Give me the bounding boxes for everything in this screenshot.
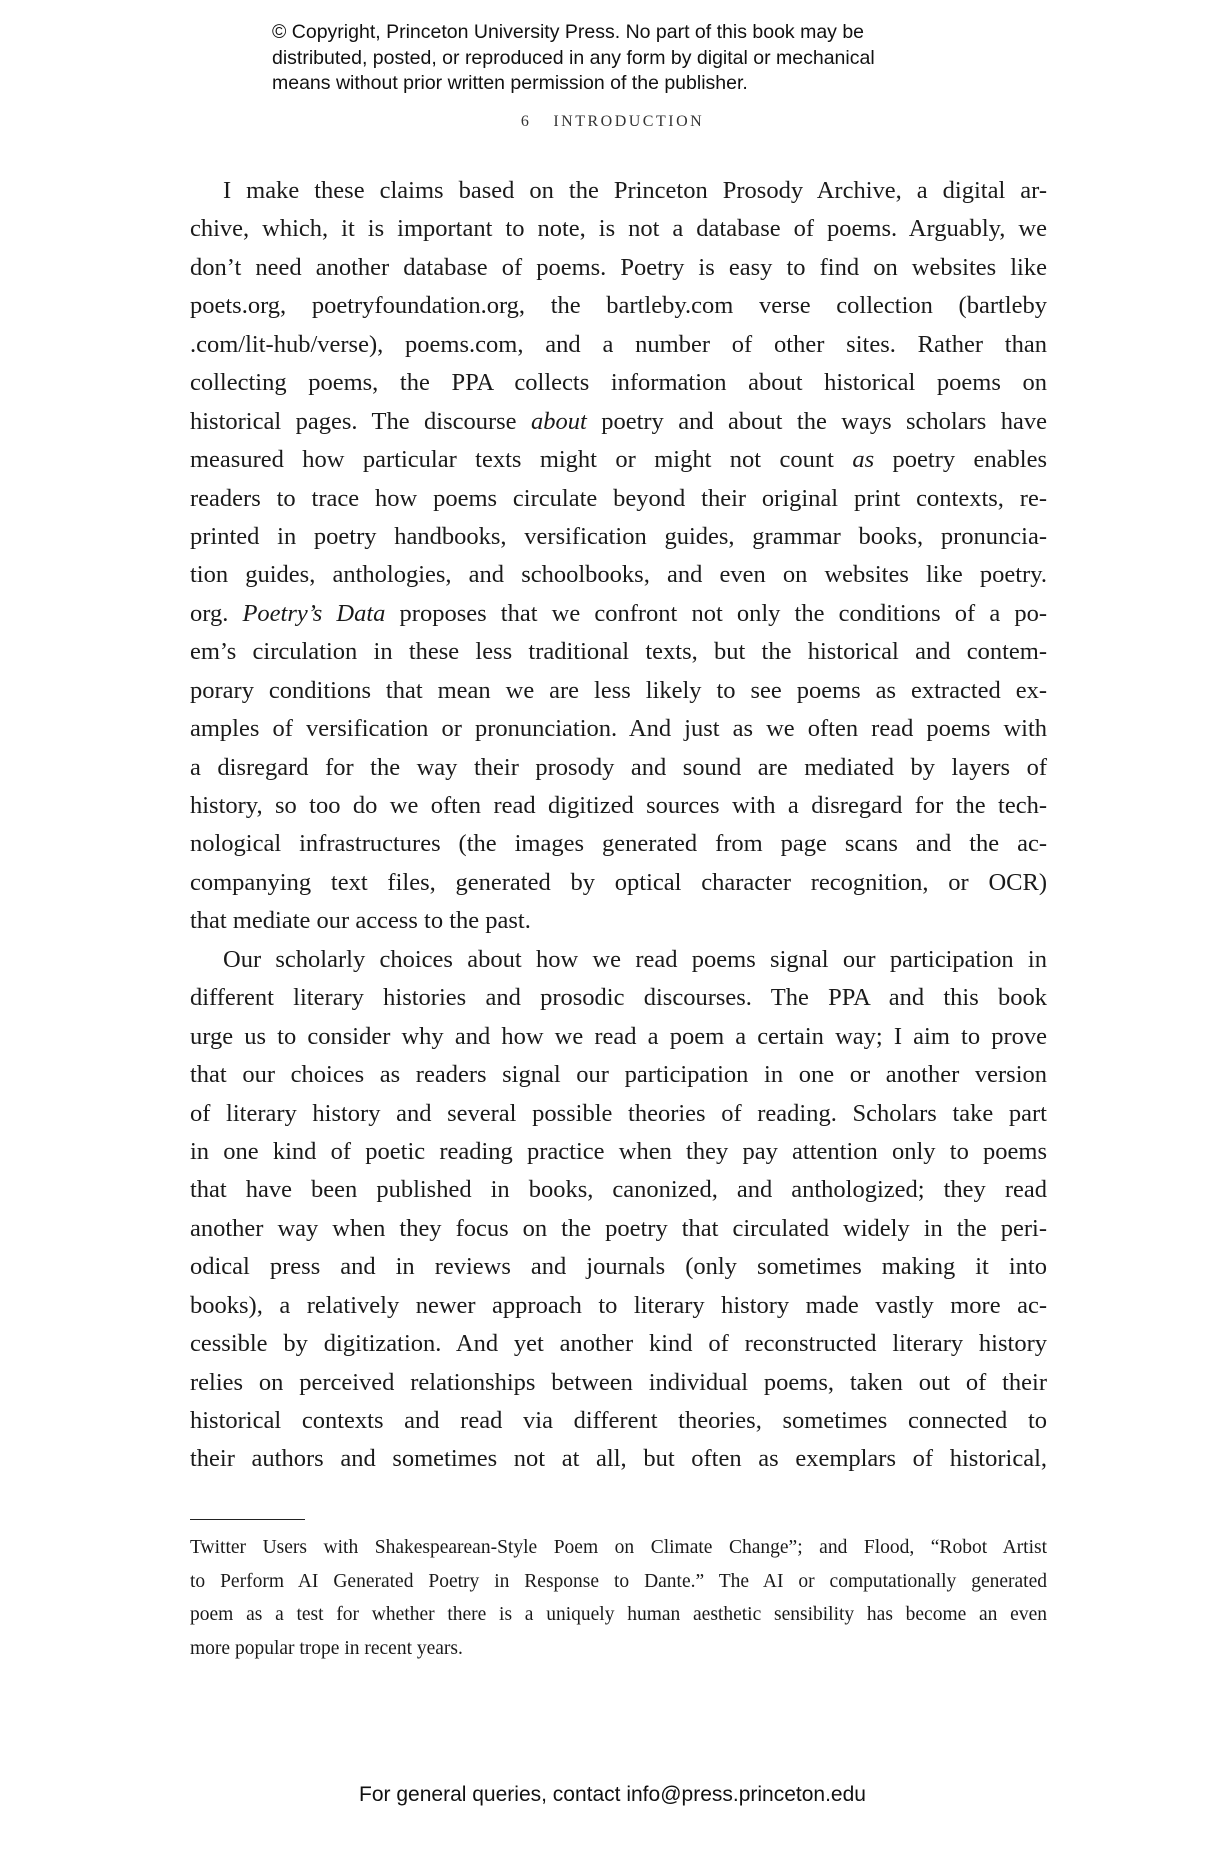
text-segment: different literary histories and prosodic discourses. The PPA and this book <box>190 984 1047 1012</box>
text-segment: nological infrastructures (the images generated from page scans and the ac- <box>190 830 1047 858</box>
text-segment: em’s circulation in these less traditional texts, but the historical and contem- <box>190 638 1047 666</box>
text-segment: org. <box>190 599 243 627</box>
text-segment: that mediate our access to the past. <box>190 907 531 935</box>
running-head <box>0 113 1225 131</box>
copyright-line: distributed, posted, or reproduced in any form by digital or mechanical <box>272 46 875 69</box>
text-segment: Our scholarly choices about how we read poems signal our participation in <box>223 945 1047 973</box>
text-segment: proposes that we confront not only the conditions of a po- <box>385 599 1047 627</box>
text-line <box>190 287 1047 325</box>
text-segment: books), a relatively newer approach to literary history made vastly more ac- <box>190 1291 1047 1319</box>
text-line <box>190 941 1047 979</box>
text-line <box>190 1095 1047 1133</box>
text-segment: cessible by digitization. And yet another kind of reconstructed literary history <box>190 1330 1047 1358</box>
text-line <box>190 672 1047 710</box>
footnote-rule <box>190 1519 305 1520</box>
text-segment: in one kind of poetic reading practice when they pay attention only to poems <box>190 1137 1047 1165</box>
footer-contact: For general queries, contact info@press.princeton.edu <box>359 1783 866 1806</box>
text-segment: tion guides, anthologies, and schoolbooks, and even on websites like poetry. <box>190 561 1047 589</box>
text-line <box>190 595 1047 633</box>
text-segment: poetry and about the ways scholars have <box>586 407 1047 435</box>
footnote-line: more popular trope in recent years. <box>190 1637 463 1659</box>
footnote-line: poem as a test for whether there is a uniquely human aesthetic sensibility has become an even <box>190 1604 1047 1625</box>
text-segment: another way when they focus on the poetry that circulated widely in the peri- <box>190 1214 1047 1242</box>
text-line <box>190 1133 1047 1171</box>
text-line <box>190 172 1047 210</box>
text-line <box>190 749 1047 787</box>
text-line <box>190 979 1047 1017</box>
footnote-line: Twitter Users with Shakespearean-Style Poem on Climate Change”; and Flood, “Robot Artist <box>190 1537 1047 1558</box>
text-segment: measured how particular texts might or might not count <box>190 446 853 474</box>
text-line <box>190 1440 1047 1478</box>
text-line <box>190 1364 1047 1402</box>
text-segment: odical press and in reviews and journals (only sometimes making it into <box>190 1253 1047 1281</box>
text-segment: that our choices as readers signal our participation in one or another version <box>190 1061 1047 1089</box>
text-segment: companying text files, generated by optical character recognition, or OCR) <box>190 868 1047 896</box>
text-line <box>190 1325 1047 1363</box>
text-segment: chive, which, it is important to note, is not a database of poems. Arguably, we <box>190 215 1047 243</box>
text-segment: of literary history and several possible theories of reading. Scholars take part <box>190 1099 1047 1127</box>
text-line <box>190 249 1047 287</box>
text-line <box>190 633 1047 671</box>
text-segment: history, so too do we often read digitized sources with a disregard for the tech- <box>190 792 1047 819</box>
text-line <box>190 1056 1047 1094</box>
text-line <box>190 518 1047 556</box>
text-line <box>190 1287 1047 1325</box>
text-line <box>190 787 1047 825</box>
italic-text: as <box>852 446 875 474</box>
text-line <box>190 1018 1047 1056</box>
footnotes <box>190 1531 1047 1665</box>
text-line <box>190 403 1047 441</box>
text-line <box>190 364 1047 402</box>
text-line <box>190 480 1047 518</box>
text-segment: amples of versification or pronunciation. And just as we often read poems with <box>190 715 1047 743</box>
text-segment: collecting poems, the PPA collects information about historical poems on <box>190 369 1047 397</box>
footnote-line: to Perform AI Generated Poetry in Response to Dante.” The AI or computationally generated <box>190 1570 1047 1592</box>
text-line <box>190 710 1047 748</box>
italic-text: Poetry’s Data <box>242 599 386 627</box>
body-text <box>190 172 1047 1479</box>
text-line <box>190 326 1047 364</box>
chapter-title: INTRODUCTION <box>553 113 705 130</box>
text-segment: historical contexts and read via different theories, sometimes connected to <box>190 1407 1047 1434</box>
text-segment: poetry enables <box>874 446 1048 474</box>
text-segment: .com/lit-hub/verse), poems.com, and a number of other sites. Rather than <box>190 330 1047 358</box>
text-line <box>190 864 1047 902</box>
text-segment: that have been published in books, canonized, and anthologized; they read <box>190 1176 1047 1204</box>
copyright-line: © Copyright, Princeton University Press. No part of this book may be <box>272 21 865 43</box>
text-line <box>190 210 1047 248</box>
text-segment: don’t need another database of poems. Poetry is easy to find on websites like <box>190 253 1047 281</box>
text-line <box>190 1402 1047 1440</box>
text-segment: a disregard for the way their prosody and sound are mediated by layers of <box>190 753 1047 781</box>
text-segment: poets.org, poetryfoundation.org, the bartleby.com verse collection (bartleby <box>190 292 1047 320</box>
italic-text: about <box>530 407 587 435</box>
text-line <box>190 825 1047 863</box>
text-line <box>190 1171 1047 1209</box>
copyright-line: means without prior written permission of the publisher. <box>272 72 748 94</box>
text-segment: porary conditions that mean we are less likely to see poems as extracted ex- <box>190 676 1047 704</box>
text-segment: readers to trace how poems circulate beyond their original print contexts, re- <box>190 484 1047 512</box>
copyright-notice <box>272 20 875 97</box>
text-segment: historical pages. The discourse <box>190 407 531 435</box>
paragraph <box>190 941 1047 1479</box>
text-line <box>190 556 1047 594</box>
text-line <box>190 1248 1047 1286</box>
paragraph <box>190 172 1047 941</box>
text-segment: their authors and sometimes not at all, but often as exemplars of historical, <box>190 1445 1047 1473</box>
text-segment: I make these claims based on the Princeton Prosody Archive, a digital ar- <box>223 177 1047 204</box>
text-line <box>190 1210 1047 1248</box>
text-segment: relies on perceived relationships between individual poems, taken out of their <box>190 1368 1047 1396</box>
page-number: 6 <box>520 113 532 130</box>
text-line <box>190 441 1047 479</box>
text-segment: printed in poetry handbooks, versification guides, grammar books, pronuncia- <box>190 522 1047 550</box>
text-line <box>190 902 1047 940</box>
text-segment: urge us to consider why and how we read a poem a certain way; I aim to prove <box>190 1022 1047 1050</box>
